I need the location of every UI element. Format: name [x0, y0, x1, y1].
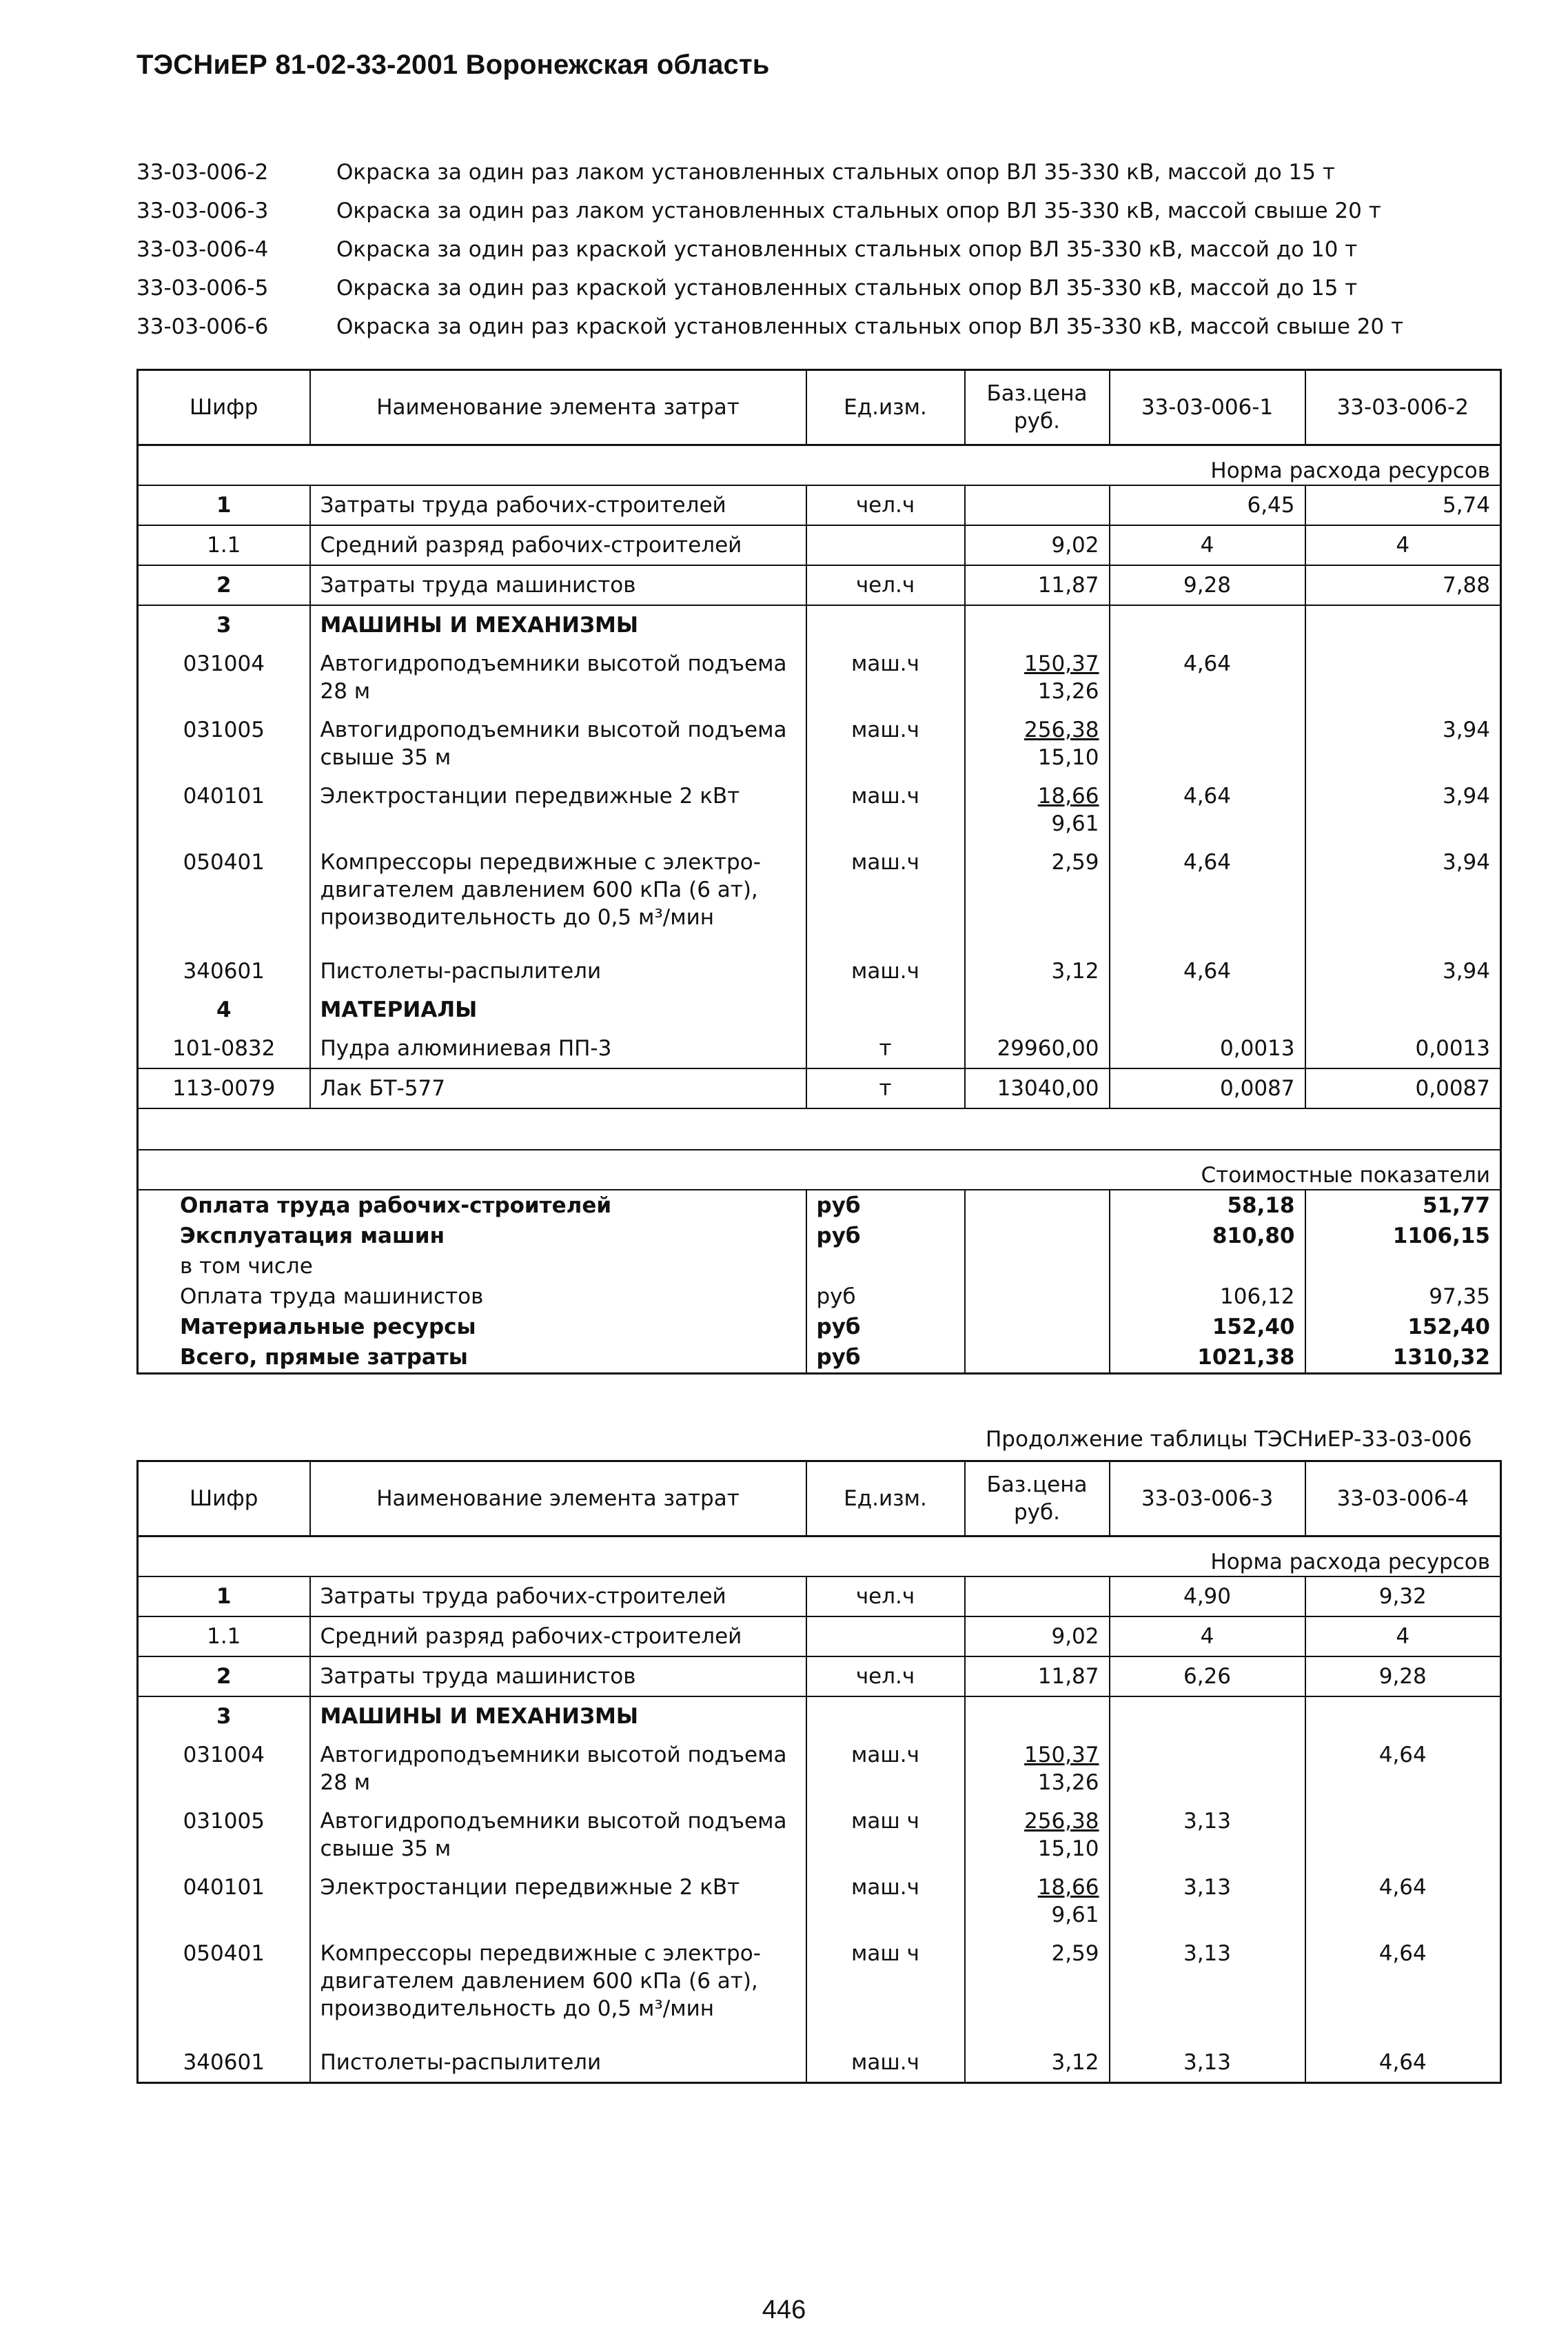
row-value-b: 7,88: [1305, 565, 1501, 605]
row-name-line: двигателем давлением 600 кПа (6 ат),: [320, 878, 758, 902]
row-price: [965, 711, 1110, 777]
price-value: 18,66: [1037, 784, 1099, 809]
summary-unit: руб: [806, 1221, 965, 1251]
row-code: 050401: [138, 843, 310, 952]
header-unit: Ед.изм.: [806, 1461, 965, 1536]
row-name: [310, 1868, 806, 1934]
row-unit: т: [806, 1029, 965, 1068]
code-id: 33-03-006-5: [136, 276, 269, 301]
row-price: 13040,00: [965, 1068, 1110, 1108]
summary-value-b: 1106,15: [1305, 1221, 1501, 1251]
row-name-line: Автогидроподъемники высотой подъема: [320, 1743, 787, 1767]
row-name: Затраты труда рабочих-строителей: [310, 485, 806, 525]
table-row: [138, 1934, 1501, 2043]
row-name: Лак БТ-577: [310, 1068, 806, 1108]
summary-value-a: 810,80: [1110, 1221, 1305, 1251]
table-row: [138, 1029, 1501, 1068]
summary-label: в том числе: [180, 1254, 313, 1279]
summary-row: [138, 1342, 1501, 1374]
code-list-item: [136, 230, 1515, 269]
summary-value-a: 1021,38: [1110, 1342, 1305, 1374]
row-value-b: 4,64: [1305, 1868, 1501, 1934]
row-name-line: 28 м: [320, 1770, 371, 1795]
row-price: 11,87: [965, 565, 1110, 605]
table-row: [138, 1696, 1501, 1736]
row-code: 050401: [138, 1934, 310, 2043]
row-name: Затраты труда рабочих-строителей: [310, 1576, 806, 1616]
row-unit: чел.ч: [806, 485, 965, 525]
row-unit: маш.ч: [806, 777, 965, 843]
row-name: [310, 711, 806, 777]
price-value: 256,38: [1024, 1809, 1099, 1834]
summary-label: Эксплуатация машин: [180, 1224, 445, 1248]
row-value-a: 6,26: [1110, 1656, 1305, 1696]
header-col-a: 33-03-006-3: [1110, 1461, 1305, 1536]
row-value-a: 4,64: [1110, 952, 1305, 991]
row-price: 3,12: [965, 952, 1110, 991]
row-unit: маш ч: [806, 1934, 965, 2043]
price-labor: 13,26: [1037, 679, 1099, 704]
price-labor: 9,61: [1051, 1903, 1099, 1927]
header-col-b: 33-03-006-4: [1305, 1461, 1501, 1536]
header-price: Баз.цена руб.: [965, 370, 1110, 445]
row-code: 1.1: [138, 525, 310, 565]
row-unit: маш.ч: [806, 645, 965, 711]
row-unit: чел.ч: [806, 1576, 965, 1616]
row-value-b: 9,28: [1305, 1656, 1501, 1696]
table-row: [138, 952, 1501, 991]
summary-label: Всего, прямые затраты: [180, 1345, 468, 1370]
header-price: Баз.цена руб.: [965, 1461, 1110, 1536]
row-code: 3: [138, 605, 310, 645]
row-value-b: 4: [1305, 1616, 1501, 1656]
row-name: [310, 777, 806, 843]
code-description: Окраска за один раз лаком установленных стальных опор ВЛ 35-330 кВ, массой свыше 20 т: [336, 199, 1381, 223]
table-continuation-note: Продолжение таблицы ТЭСНиЕР-33-03-006: [986, 1427, 1472, 1452]
row-name-line: двигателем давлением 600 кПа (6 ат),: [320, 1969, 758, 1994]
header-col-a: 33-03-006-1: [1110, 370, 1305, 445]
summary-value-b: 152,40: [1305, 1312, 1501, 1342]
row-unit: [806, 1616, 965, 1656]
row-value-b: 3,94: [1305, 711, 1501, 777]
table-row: [138, 1576, 1501, 1616]
row-code: 031005: [138, 1802, 310, 1868]
row-price: 9,02: [965, 1616, 1110, 1656]
summary-label: Оплата труда машинистов: [180, 1284, 484, 1309]
table-row: [138, 843, 1501, 952]
code-description: Окраска за один раз краской установленных стальных опор ВЛ 35-330 кВ, массой до 15 т: [336, 276, 1358, 301]
row-price: 11,87: [965, 1656, 1110, 1696]
row-value-b: 4: [1305, 525, 1501, 565]
header-name: Наименование элемента затрат: [310, 1461, 806, 1536]
row-price: [965, 1736, 1110, 1802]
summary-value-b: 97,35: [1305, 1281, 1501, 1312]
row-value-a: 0,0087: [1110, 1068, 1305, 1108]
summary-row: [138, 1312, 1501, 1342]
summary-value-a: 58,18: [1110, 1190, 1305, 1221]
row-value-b: 3,94: [1305, 777, 1501, 843]
row-value-a: 4,90: [1110, 1576, 1305, 1616]
row-unit: маш.ч: [806, 1736, 965, 1802]
row-unit: маш.ч: [806, 711, 965, 777]
code-id: 33-03-006-6: [136, 314, 269, 339]
row-price: [965, 485, 1110, 525]
row-value-a: 3,13: [1110, 1868, 1305, 1934]
table-row: [138, 1868, 1501, 1934]
cost-section-label: Стоимостные показатели: [138, 1150, 1501, 1190]
row-name: Затраты труда машинистов: [310, 565, 806, 605]
row-value-b: 0,0087: [1305, 1068, 1501, 1108]
row-name-line: Компрессоры передвижные с электро-: [320, 850, 761, 875]
row-value-b: 5,74: [1305, 485, 1501, 525]
row-value-a: 3,13: [1110, 1802, 1305, 1868]
summary-label: Оплата труда рабочих-строителей: [180, 1193, 612, 1218]
row-value-a: 4,64: [1110, 843, 1305, 952]
row-code: 2: [138, 565, 310, 605]
row-name: [310, 1802, 806, 1868]
row-name-line: Электростанции передвижные 2 кВт: [320, 784, 740, 809]
section-heading: МАТЕРИАЛЫ: [310, 991, 806, 1029]
price-labor: 15,10: [1037, 745, 1099, 770]
page-number: 446: [762, 2295, 806, 2324]
norm-section-label: Норма расхода ресурсов: [138, 445, 1501, 486]
summary-value-b: 51,77: [1305, 1190, 1501, 1221]
row-code: 040101: [138, 777, 310, 843]
row-value-a: 4,64: [1110, 645, 1305, 711]
code-list-item: [136, 269, 1515, 307]
summary-value-b: [1305, 1251, 1501, 1281]
row-value-a: 3,13: [1110, 2043, 1305, 2083]
code-description: Окраска за один раз лаком установленных стальных опор ВЛ 35-330 кВ, массой до 15 т: [336, 160, 1335, 185]
header-code: Шифр: [138, 1461, 310, 1536]
section-heading: МАШИНЫ И МЕХАНИЗМЫ: [310, 1696, 806, 1736]
row-unit: маш.ч: [806, 843, 965, 952]
table-row: [138, 1068, 1501, 1108]
summary-row: [138, 1251, 1501, 1281]
row-price: 29960,00: [965, 1029, 1110, 1068]
table-header-row: [138, 1461, 1501, 1536]
row-code: 031005: [138, 711, 310, 777]
code-id: 33-03-006-3: [136, 199, 269, 223]
row-name-line: Компрессоры передвижные с электро-: [320, 1941, 761, 1966]
row-value-b: 4,64: [1305, 1736, 1501, 1802]
header-name: Наименование элемента затрат: [310, 370, 806, 445]
price-value: 150,37: [1024, 1743, 1099, 1767]
header-code: Шифр: [138, 370, 310, 445]
row-unit: чел.ч: [806, 565, 965, 605]
summary-row: [138, 1190, 1501, 1221]
table-header-row: [138, 370, 1501, 445]
row-value-a: [1110, 1736, 1305, 1802]
summary-value-a: 152,40: [1110, 1312, 1305, 1342]
document-header-title: ТЭСНиЕР 81-02-33-2001 Воронежская область: [136, 50, 770, 80]
row-name: Пудра алюминиевая ПП-3: [310, 1029, 806, 1068]
row-price: 3,12: [965, 2043, 1110, 2083]
row-code: 101-0832: [138, 1029, 310, 1068]
table-row: [138, 645, 1501, 711]
section-heading: МАШИНЫ И МЕХАНИЗМЫ: [310, 605, 806, 645]
row-code: 1.1: [138, 1616, 310, 1656]
row-name: Затраты труда машинистов: [310, 1656, 806, 1696]
row-name: Средний разряд рабочих-строителей: [310, 1616, 806, 1656]
summary-unit: руб: [806, 1312, 965, 1342]
row-unit: маш.ч: [806, 2043, 965, 2083]
row-name: Пистолеты-распылители: [310, 952, 806, 991]
row-value-b: 4,64: [1305, 1934, 1501, 2043]
code-id: 33-03-006-4: [136, 237, 269, 262]
summary-label: Материальные ресурсы: [180, 1315, 476, 1339]
price-value: 256,38: [1024, 718, 1099, 742]
summary-row: [138, 1221, 1501, 1251]
row-price: 2,59: [965, 1934, 1110, 2043]
row-name-line: Автогидроподъемники высотой подъема: [320, 1809, 787, 1834]
row-value-b: [1305, 1802, 1501, 1868]
table-row: [138, 1736, 1501, 1802]
row-value-a: [1110, 711, 1305, 777]
price-value: 18,66: [1037, 1875, 1099, 1900]
row-name-line: 28 м: [320, 679, 371, 704]
row-value-b: [1305, 645, 1501, 711]
table-row: [138, 2043, 1501, 2083]
row-price: 9,02: [965, 525, 1110, 565]
row-code: 031004: [138, 1736, 310, 1802]
row-value-a: 3,13: [1110, 1934, 1305, 2043]
summary-value-a: [1110, 1251, 1305, 1281]
code-list-item: [136, 192, 1515, 230]
row-code: 113-0079: [138, 1068, 310, 1108]
table-row: [138, 565, 1501, 605]
row-name-line: свыше 35 м: [320, 745, 451, 770]
row-code: 1: [138, 485, 310, 525]
row-value-b: 3,94: [1305, 952, 1501, 991]
row-unit: чел.ч: [806, 1656, 965, 1696]
row-value-a: 9,28: [1110, 565, 1305, 605]
row-name: [310, 1736, 806, 1802]
row-code: 1: [138, 1576, 310, 1616]
row-code: 040101: [138, 1868, 310, 1934]
row-value-a: 0,0013: [1110, 1029, 1305, 1068]
row-code: 340601: [138, 952, 310, 991]
table-row: [138, 1616, 1501, 1656]
row-value-a: 4,64: [1110, 777, 1305, 843]
row-price: [965, 1802, 1110, 1868]
row-name: [310, 645, 806, 711]
table-row: [138, 711, 1501, 777]
row-code: 031004: [138, 645, 310, 711]
row-value-b: 3,94: [1305, 843, 1501, 952]
row-value-a: 4: [1110, 1616, 1305, 1656]
row-value-b: 0,0013: [1305, 1029, 1501, 1068]
summary-row: [138, 1281, 1501, 1312]
header-col-b: 33-03-006-2: [1305, 370, 1501, 445]
row-value-b: 9,32: [1305, 1576, 1501, 1616]
price-labor: 15,10: [1037, 1836, 1099, 1861]
header-unit: Ед.изм.: [806, 370, 965, 445]
row-name-line: производительность до 0,5 м³/мин: [320, 905, 715, 930]
table-row: [138, 1802, 1501, 1868]
table-row: [138, 1656, 1501, 1696]
row-code: 2: [138, 1656, 310, 1696]
row-price: 2,59: [965, 843, 1110, 952]
row-price: [965, 777, 1110, 843]
row-name: [310, 1934, 806, 2043]
table-row: [138, 777, 1501, 843]
price-value: 150,37: [1024, 651, 1099, 676]
row-name-line: Автогидроподъемники высотой подъема: [320, 651, 787, 676]
resource-norm-table-2: [136, 1460, 1502, 2084]
row-value-b: 4,64: [1305, 2043, 1501, 2083]
code-list: [136, 153, 1515, 346]
code-list-item: [136, 307, 1515, 346]
table-row: [138, 991, 1501, 1029]
row-name-line: Автогидроподъемники высотой подъема: [320, 718, 787, 742]
row-name: Пистолеты-распылители: [310, 2043, 806, 2083]
row-name-line: производительность до 0,5 м³/мин: [320, 1996, 715, 2021]
row-unit: маш ч: [806, 1802, 965, 1868]
row-price: [965, 1576, 1110, 1616]
price-labor: 13,26: [1037, 1770, 1099, 1795]
code-description: Окраска за один раз краской установленных стальных опор ВЛ 35-330 кВ, массой свыше 20 т: [336, 314, 1404, 339]
norm-section-label: Норма расхода ресурсов: [138, 1536, 1501, 1577]
resource-norm-table-1: [136, 369, 1502, 1375]
row-unit: маш.ч: [806, 952, 965, 991]
table-row: [138, 605, 1501, 645]
table-row: [138, 485, 1501, 525]
code-id: 33-03-006-2: [136, 160, 269, 185]
price-labor: 9,61: [1051, 811, 1099, 836]
code-list-item: [136, 153, 1515, 192]
row-code: 340601: [138, 2043, 310, 2083]
row-unit: маш.ч: [806, 1868, 965, 1934]
row-price: [965, 645, 1110, 711]
row-value-a: 6,45: [1110, 485, 1305, 525]
row-name-line: Электростанции передвижные 2 кВт: [320, 1875, 740, 1900]
row-price: [965, 1868, 1110, 1934]
summary-value-a: 106,12: [1110, 1281, 1305, 1312]
summary-unit: [806, 1251, 965, 1281]
summary-unit: руб: [806, 1342, 965, 1374]
summary-unit: руб: [806, 1190, 965, 1221]
row-unit: т: [806, 1068, 965, 1108]
table-row: [138, 525, 1501, 565]
row-name-line: свыше 35 м: [320, 1836, 451, 1861]
row-code: 4: [138, 991, 310, 1029]
summary-value-b: 1310,32: [1305, 1342, 1501, 1374]
row-value-a: 4: [1110, 525, 1305, 565]
row-code: 3: [138, 1696, 310, 1736]
row-unit: [806, 525, 965, 565]
row-name: [310, 843, 806, 952]
row-name: Средний разряд рабочих-строителей: [310, 525, 806, 565]
code-description: Окраска за один раз краской установленных стальных опор ВЛ 35-330 кВ, массой до 10 т: [336, 237, 1358, 262]
summary-unit: руб: [806, 1281, 965, 1312]
